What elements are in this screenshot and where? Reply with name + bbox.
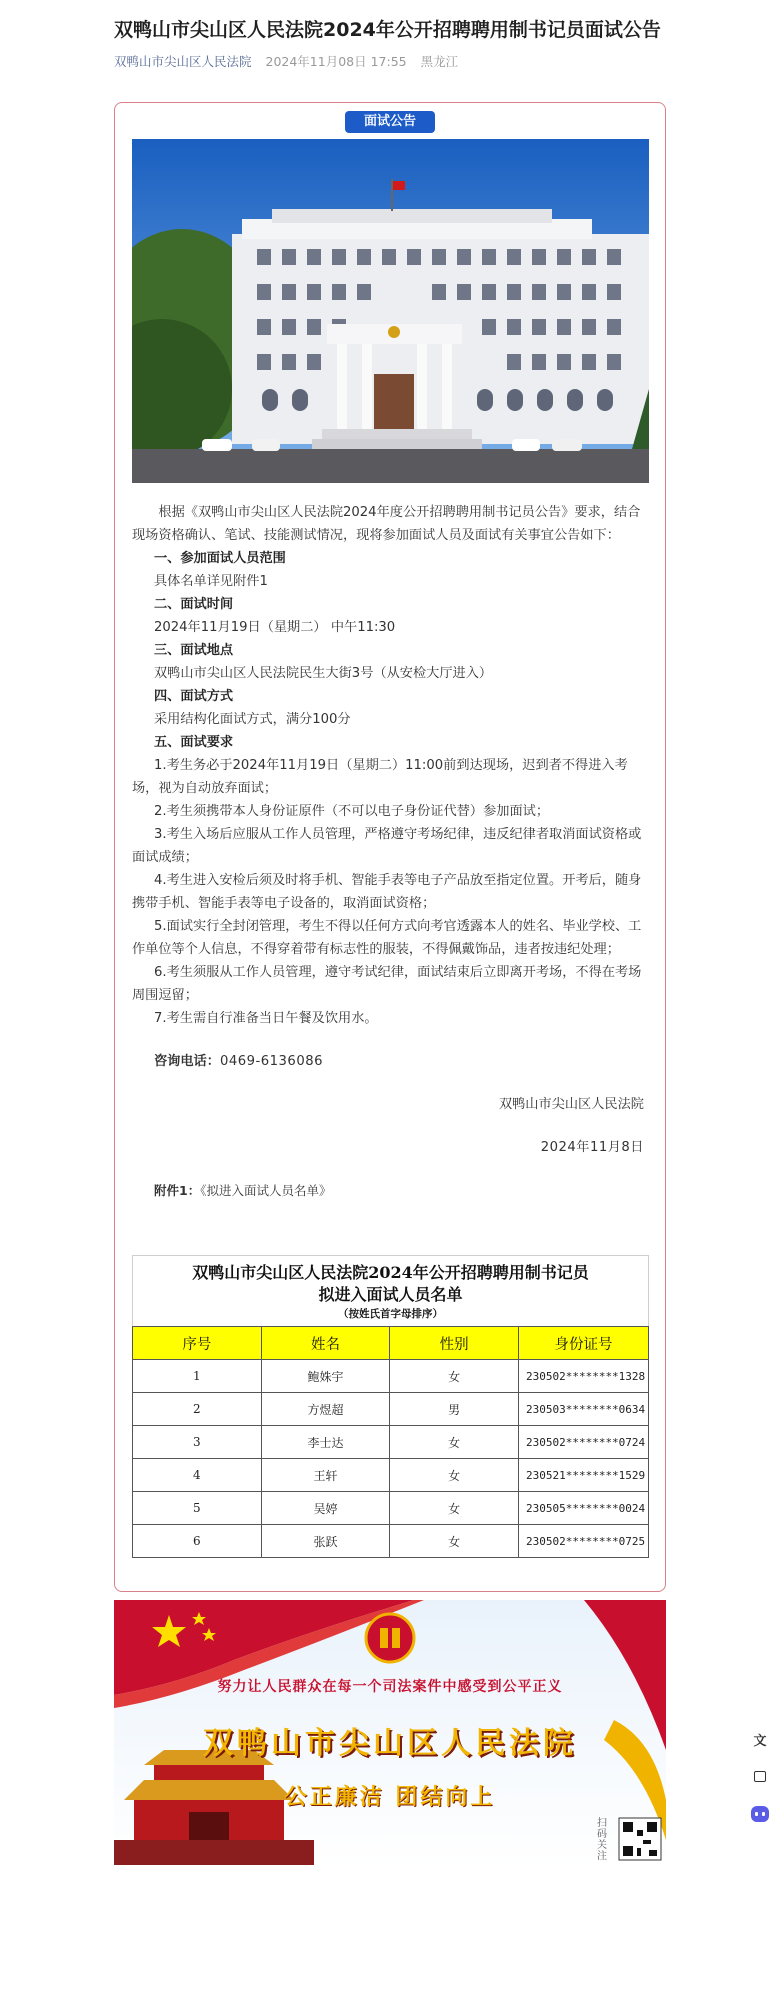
roster-table [132, 1326, 649, 1558]
cell-name: 方煜超 [261, 1393, 390, 1426]
notice-body [132, 501, 652, 1202]
roster-title: 双鸭山市尖山区人民法院2024年公开招聘聘用制书记员 [192, 1263, 589, 1282]
section-4-heading: 四、面试方式 [154, 689, 234, 704]
court-building-photo [132, 139, 649, 483]
notice-tag: 面试公告 [345, 111, 435, 133]
section-3-body: 双鸭山市尖山区人民法院民生大街3号（从安检大厅进入） [154, 666, 493, 681]
banner-motto: 公正廉洁 团结向上 [284, 1784, 496, 1810]
section-2-heading: 二、面试时间 [154, 597, 234, 612]
translate-icon: 文 [753, 1733, 767, 1749]
requirement-item: 7.考生需自行准备当日午餐及饮用水。 [154, 1011, 378, 1026]
cell-gender: 女 [390, 1426, 519, 1459]
publish-location: 黑龙江 [420, 54, 459, 69]
notice-card [114, 102, 666, 1592]
candidate-roster [132, 1255, 649, 1558]
contact-line [132, 1050, 652, 1073]
signature: 双鸭山市尖山区人民法院 [498, 1097, 644, 1112]
cell-gender: 男 [390, 1393, 519, 1426]
court-emblem-icon [366, 1614, 414, 1662]
attachment-name: 《拟进入面试人员名单》 [200, 1183, 332, 1198]
cell-no: 1 [133, 1360, 262, 1393]
roster-header [132, 1255, 649, 1326]
requirement-item: 6.考生须服从工作人员管理，遵守考试纪律，面试结束后立即离开考场，不得在考场周围逗留； [132, 965, 642, 1003]
cell-name: 张跃 [261, 1525, 390, 1558]
notice-date: 2024年11月8日 [540, 1140, 644, 1155]
table-row [133, 1459, 649, 1492]
section-5-heading: 五、面试要求 [154, 735, 234, 750]
table-row [133, 1360, 649, 1393]
cell-no: 5 [133, 1492, 262, 1525]
cell-gender: 女 [390, 1492, 519, 1525]
requirement-item: 2.考生须携带本人身份证原件（不可以电子身份证代替）参加面试； [154, 804, 550, 819]
cell-id: 230503********0634 [518, 1393, 648, 1426]
cell-name: 吴婷 [261, 1492, 390, 1525]
banner-court-name: 双鸭山市尖山区人民法院 [203, 1726, 577, 1761]
section-4-body: 采用结构化面试方式，满分100分 [154, 712, 351, 727]
cell-no: 4 [133, 1459, 262, 1492]
requirement-item: 3.考生入场后应服从工作人员管理，严格遵守考场纪律，违反纪律者取消面试资格或面试成绩； [132, 827, 642, 865]
requirement-item: 4.考生进入安检后须及时将手机、智能手表等电子产品放至指定位置。开考后，随身携带手机、智能手表等电子设备的，取消面试资格； [132, 873, 642, 911]
cell-gender: 女 [390, 1360, 519, 1393]
col-header-gender: 性别 [390, 1327, 519, 1360]
robot-icon [751, 1806, 769, 1822]
cell-no: 2 [133, 1393, 262, 1426]
section-2-body: 2024年11月19日（星期二） 中午11:30 [154, 620, 396, 635]
section-1-body: 具体名单详见附件1 [154, 574, 268, 589]
contact-label: 咨询电话： [154, 1054, 220, 1069]
cell-name: 李士达 [261, 1426, 390, 1459]
cell-id: 230505********0024 [518, 1492, 648, 1525]
cell-no: 6 [133, 1525, 262, 1558]
col-header-no: 序号 [133, 1327, 262, 1360]
table-row [133, 1525, 649, 1558]
cell-id: 230502********1328 [518, 1360, 648, 1393]
col-header-name: 姓名 [261, 1327, 390, 1360]
ai-assistant-button[interactable] [746, 1800, 774, 1828]
qr-code-icon[interactable] [619, 1818, 661, 1860]
roster-subtitle: 拟进入面试人员名单 [318, 1285, 463, 1304]
attachment-line [132, 1179, 652, 1202]
section-3-heading: 三、面试地点 [154, 643, 234, 658]
publish-time: 2024年11月08日 17:55 [265, 54, 407, 69]
cell-name: 鲍姝宇 [261, 1360, 390, 1393]
cell-name: 王轩 [261, 1459, 390, 1492]
table-row [133, 1393, 649, 1426]
account-name-link[interactable]: 双鸭山市尖山区人民法院 [114, 54, 252, 69]
reader-mode-button[interactable] [746, 1762, 774, 1790]
notice-intro: 根据《双鸭山市尖山区人民法院2024年度公开招聘聘用制书记员公告》要求，结合现场资格确认、笔试、技能测试情况，现将参加面试人员及面试有关事宜公告如下： [132, 505, 641, 543]
section-1-heading: 一、参加面试人员范围 [154, 551, 286, 566]
cell-no: 3 [133, 1426, 262, 1459]
article-meta [114, 52, 458, 70]
court-banner [114, 1600, 666, 1865]
qr-caption: 扫码关注 [597, 1818, 607, 1862]
cell-gender: 女 [390, 1459, 519, 1492]
requirement-item: 5.面试实行全封闭管理，考生不得以任何方式向考官透露本人的姓名、毕业学校、工作单位等个人信息，不得穿着带有标志性的服装，不得佩戴饰品，违者按违纪处理； [132, 919, 642, 957]
cell-id: 230502********0724 [518, 1426, 648, 1459]
roster-header-row [133, 1327, 649, 1360]
table-row [133, 1426, 649, 1459]
table-row [133, 1492, 649, 1525]
translate-button[interactable] [746, 1725, 774, 1753]
contact-phone[interactable]: 0469-6136086 [219, 1054, 323, 1069]
roster-note: （按姓氏首字母排序） [338, 1308, 443, 1320]
cell-id: 230521********1529 [518, 1459, 648, 1492]
col-header-id: 身份证号 [518, 1327, 648, 1360]
attachment-label: 附件1： [154, 1183, 201, 1198]
banner-slogan: 努力让人民群众在每一个司法案件中感受到公平正义 [217, 1679, 563, 1695]
cell-gender: 女 [390, 1525, 519, 1558]
cell-id: 230502********0725 [518, 1525, 648, 1558]
book-icon [754, 1771, 766, 1782]
article-title: 双鸭山市尖山区人民法院2024年公开招聘聘用制书记员面试公告 [114, 19, 661, 41]
requirement-item: 1.考生务必于2024年11月19日（星期二）11:00前到达现场，迟到者不得进入考场，视为自动放弃面试； [132, 758, 628, 796]
